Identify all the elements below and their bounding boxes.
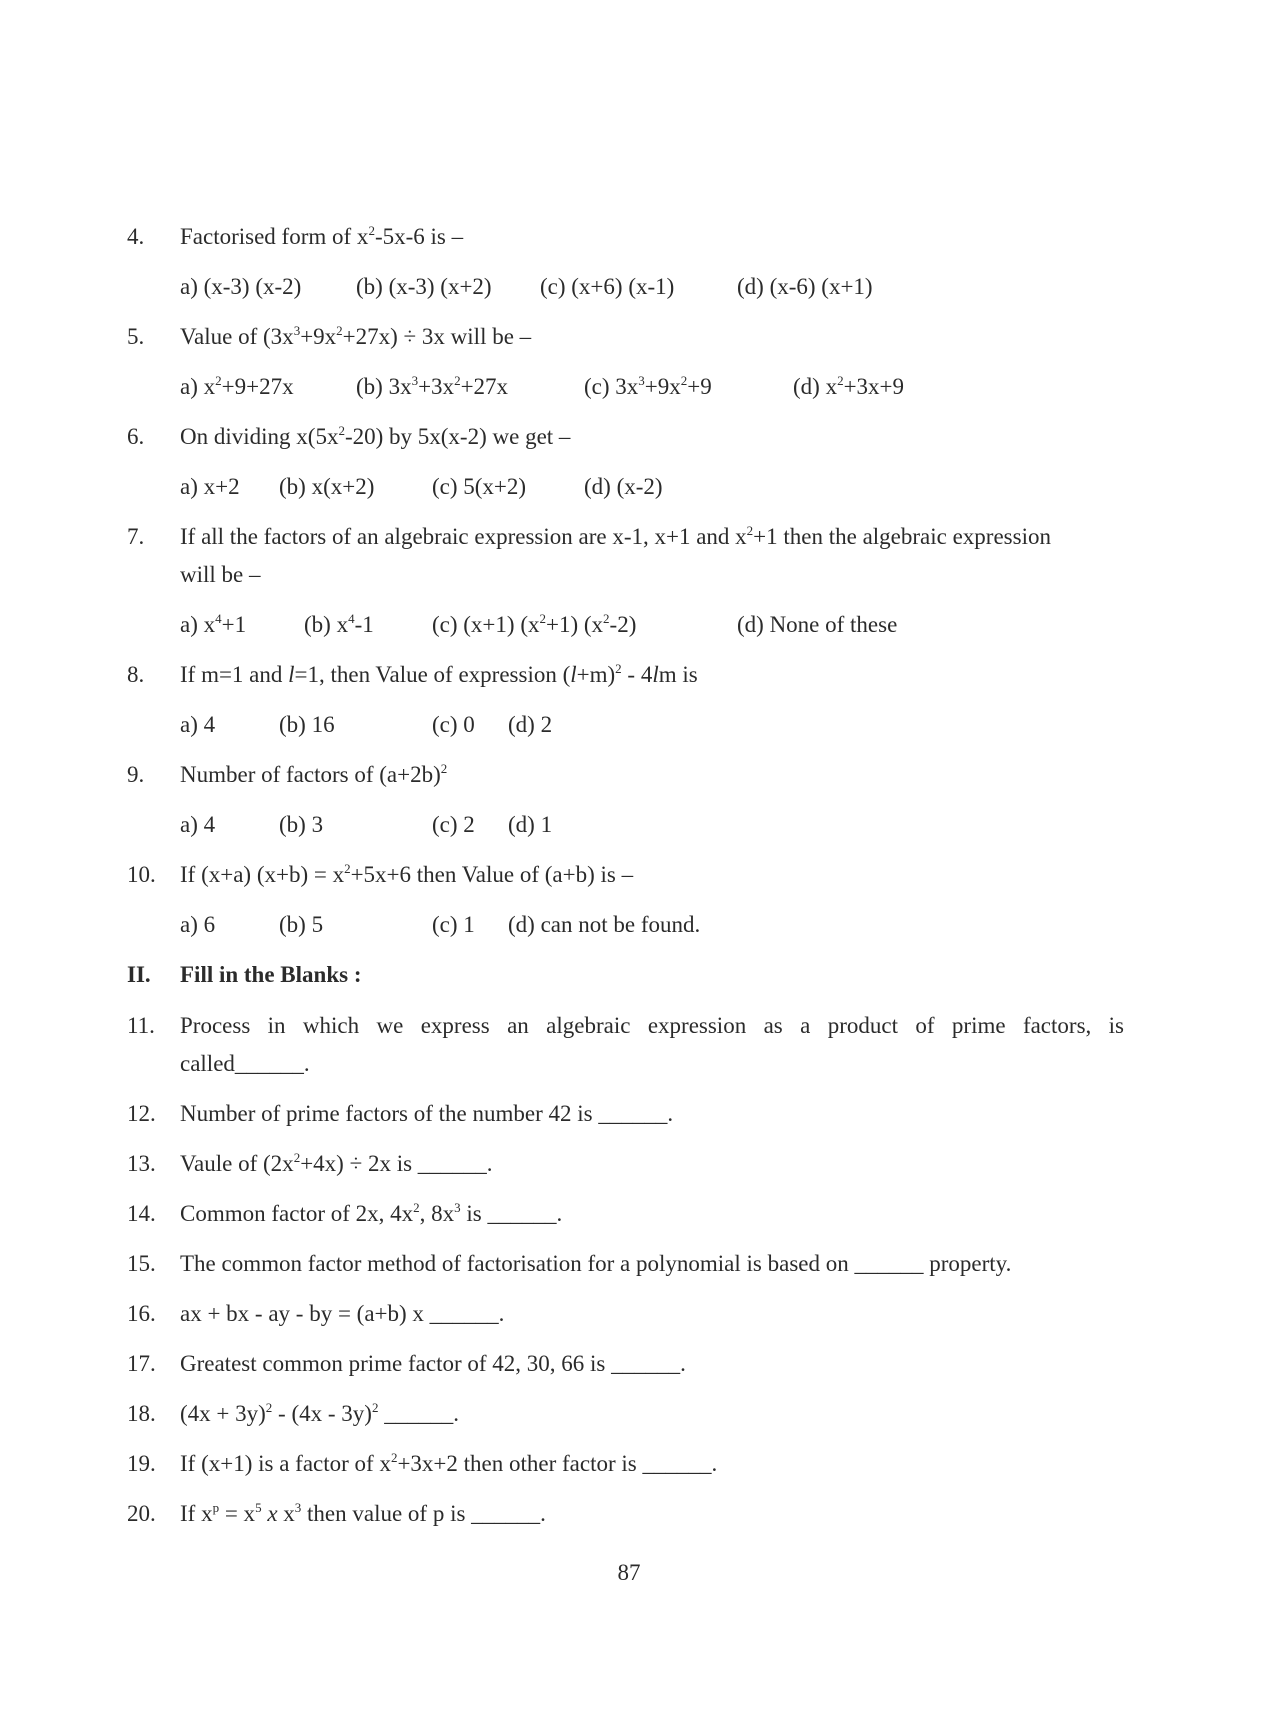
question-number: 11. — [127, 1013, 155, 1038]
question-text: Number of prime factors of the number 42 is ______. — [180, 1101, 674, 1126]
option-b: (b) $3x^3+3x^2+27x$ — [356, 373, 509, 399]
option-c: (c) 2 — [432, 812, 475, 837]
question-number: 18. — [127, 1401, 156, 1426]
option-a: a) 6 — [180, 912, 216, 937]
option-b: (b) 16 — [279, 712, 335, 737]
question-text: If (x+a) $(x+b) = x^2+5x+6$ then Value of (a+b) is – — [180, 861, 634, 887]
question-text: Factorised form of $x^2-5x-6$ is – — [180, 223, 464, 249]
option-c: (c) $3x^3+9x^2+9$ — [584, 373, 712, 399]
question-number: 13. — [127, 1151, 156, 1176]
question-number: 6. — [127, 424, 145, 449]
question-number: 14. — [127, 1201, 156, 1226]
option-b: (b) $x^4-1$ — [304, 611, 374, 637]
question-number: 5. — [127, 324, 145, 349]
option-d: (d) $x^2+3x+9$ — [793, 373, 905, 399]
option-b: (b) 5 — [279, 912, 324, 937]
section-title: Fill in the Blanks : — [180, 962, 362, 987]
question-text-continued: called______. — [180, 1051, 310, 1076]
option-d: (d) (x-2) — [584, 474, 663, 499]
question-text: $(4x + 3y)^2 - (4x - 3y)^2$ ______. — [180, 1400, 459, 1426]
option-d: (d) None of these — [737, 612, 898, 637]
option-a: a) 4 — [180, 812, 216, 837]
question-number: 17. — [127, 1351, 156, 1376]
option-a: a) (x-3) (x-2) — [180, 274, 302, 299]
question-number: 15. — [127, 1251, 156, 1276]
question-number: 9. — [127, 762, 145, 787]
question-text: The common factor method of factorisation for a polynomial is based on ______ property. — [180, 1251, 1012, 1276]
option-c: (c) (x+6) (x-1) — [540, 274, 675, 299]
option-c: (c) 0 — [432, 712, 475, 737]
question-text: Greatest common prime factor of 42, 30, 66 is ______. — [180, 1351, 686, 1376]
question-text: If $x^p = x^5$ x $x^3$ then value of p is ______. — [180, 1500, 546, 1526]
question-number: 7. — [127, 524, 145, 549]
question-number: 19. — [127, 1451, 156, 1476]
question-text: ax + bx - ay - by = (a+b) x ______. — [180, 1301, 505, 1326]
question-text-continued: will be – — [180, 562, 261, 587]
question-number: 10. — [127, 862, 156, 887]
option-d: (d) (x-6) (x+1) — [737, 274, 873, 299]
question-text: If all the factors of an algebraic expression are x-1, x+1 and $x^2+1$ then the algebraic expression — [180, 523, 1051, 549]
question-number: 16. — [127, 1301, 156, 1326]
option-a: a) x+2 — [180, 474, 240, 499]
question-text: If m=1 and l=1, then Value of expression $(l+m)^2 - 4lm$ is — [180, 661, 698, 687]
question-number: 12. — [127, 1101, 156, 1126]
option-a: a) $x^4+1$ — [180, 611, 247, 637]
option-b: (b) (x-3) (x+2) — [356, 274, 492, 299]
question-number: 20. — [127, 1501, 156, 1526]
page-number: 87 — [617, 1560, 641, 1585]
question-text: Vaule of $(2x^2+4x) \div 2x$ is ______. — [180, 1150, 493, 1176]
option-d: (d) can not be found. — [508, 912, 701, 937]
option-c: (c) (x+1) $(x^2+1)$ $(x^2-2)$ — [432, 611, 637, 637]
question-number: 4. — [127, 224, 145, 249]
option-b: (b) x(x+2) — [279, 474, 375, 499]
option-c: (c) 5(x+2) — [432, 474, 527, 499]
question-text: If (x+1) is a factor of $x^2+3x+2$ then other factor is ______. — [180, 1450, 718, 1476]
section-number: II. — [127, 962, 151, 987]
option-a: a) $x^2+9+27x$ — [180, 373, 294, 399]
question-text: Common factor of 2x, $4x^2$, $8x^3$ is ______. — [180, 1200, 563, 1226]
question-text: Process in which we express an algebraic expression as a product of prime factors, is — [180, 1013, 1124, 1038]
option-c: (c) 1 — [432, 912, 475, 937]
option-a: a) 4 — [180, 712, 216, 737]
question-text: On dividing $x(5x^2-20)$ by 5x(x-2) we get – — [180, 423, 571, 449]
option-d: (d) 1 — [508, 812, 553, 837]
option-d: (d) 2 — [508, 712, 553, 737]
question-text: Value of $(3x^3+9x^2+27x) \div 3x$ will be – — [180, 323, 532, 349]
option-b: (b) 3 — [279, 812, 324, 837]
question-number: 8. — [127, 662, 145, 687]
question-text: Number of factors of $(a+2b)^2$ — [180, 761, 448, 787]
